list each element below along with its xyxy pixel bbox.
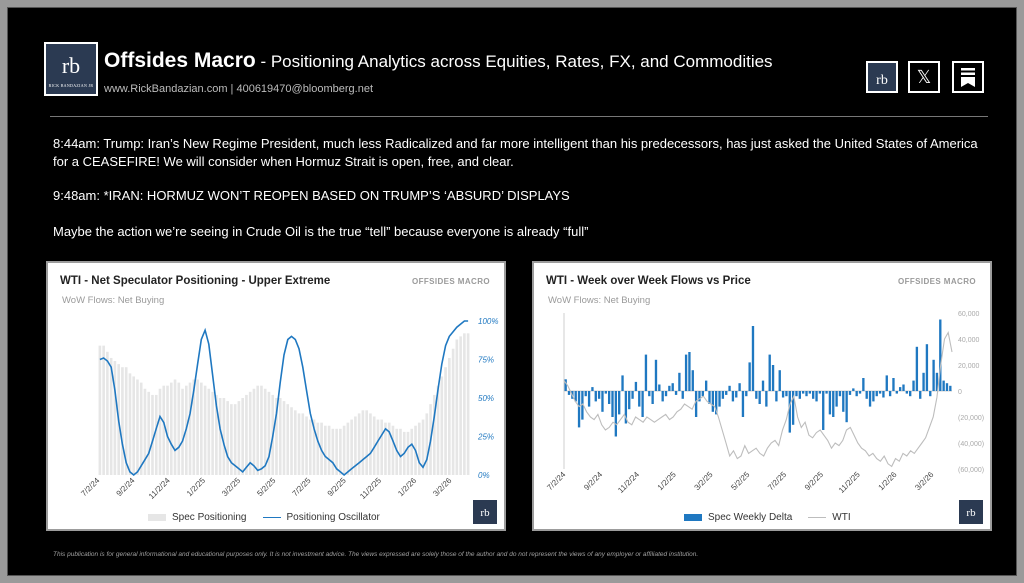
page-subtitle: - Positioning Analytics across Equities, Rates, FX, and Commodities <box>255 52 773 71</box>
rb-logo-icon[interactable]: rb <box>866 61 898 93</box>
spec-weekly-delta-bar <box>882 391 884 398</box>
spec-weekly-delta-bar <box>819 391 821 394</box>
x-tick-label: 7/2/24 <box>545 470 568 493</box>
spec-weekly-delta-bar <box>658 385 660 392</box>
spec-weekly-delta-bar <box>812 391 814 399</box>
spec-positioning-bar <box>181 389 184 475</box>
spec-weekly-delta-bar <box>588 391 590 407</box>
spec-positioning-bar <box>279 398 282 475</box>
spec-weekly-delta-bar <box>856 391 858 396</box>
spec-weekly-delta-bar <box>782 391 784 398</box>
x-tick-label: 11/2/25 <box>836 470 862 495</box>
spec-positioning-bar <box>170 383 173 475</box>
spec-weekly-delta-bar <box>809 391 811 394</box>
spec-weekly-delta-bar <box>902 385 904 392</box>
spec-weekly-delta-bar <box>745 391 747 396</box>
spec-weekly-delta-bar <box>785 391 787 396</box>
spec-positioning-bar <box>174 380 177 475</box>
y-tick-label: (20,000) <box>958 415 985 422</box>
spec-weekly-delta-bar <box>662 391 664 401</box>
x-tick-label: 3/2/25 <box>692 470 715 493</box>
y-tick-label: 20,000 <box>958 363 980 370</box>
spec-weekly-delta-bar <box>725 391 727 395</box>
spec-positioning-bar <box>328 426 331 475</box>
spec-positioning-bar <box>208 389 211 475</box>
spec-weekly-delta-bar <box>835 391 837 407</box>
spec-weekly-delta-bar <box>665 391 667 396</box>
spec-weekly-delta-bar <box>866 391 868 399</box>
spec-positioning-bar <box>448 358 451 475</box>
spec-weekly-delta-bar <box>688 352 690 391</box>
spec-weekly-delta-bar <box>591 387 593 391</box>
spec-weekly-delta-bar <box>889 391 891 396</box>
spec-weekly-delta-bar <box>926 344 928 391</box>
spec-weekly-delta-bar <box>869 391 871 407</box>
legend-swatch-wti <box>808 517 826 518</box>
spec-positioning-bar <box>324 426 327 475</box>
spec-positioning-bar <box>309 420 312 475</box>
spec-positioning-bar <box>283 401 286 475</box>
spec-weekly-delta-bar <box>815 391 817 401</box>
spec-positioning-bar <box>365 410 368 475</box>
spec-positioning-bar <box>177 383 180 475</box>
spec-weekly-delta-bar <box>799 391 801 399</box>
chart-legend <box>684 512 851 523</box>
y-tick-label: (40,000) <box>958 441 985 448</box>
x-tick-label: 1/2/26 <box>876 470 899 493</box>
spec-weekly-delta-bar <box>932 360 934 391</box>
spec-positioning-bar <box>102 346 105 475</box>
y-tick-label: 0% <box>478 471 490 480</box>
spec-weekly-delta-bar <box>805 391 807 396</box>
y-tick-label: 100% <box>478 317 499 326</box>
spec-weekly-delta-bar <box>608 391 610 404</box>
x-tick-label: 1/2/25 <box>655 470 678 493</box>
x-tick-label: 1/2/26 <box>396 476 419 499</box>
spec-weekly-delta-bar <box>775 391 777 401</box>
spec-weekly-delta-bar <box>759 391 761 404</box>
spec-weekly-delta-bar <box>919 391 921 399</box>
y-tick-label: 25% <box>478 432 495 442</box>
rb-watermark-logo: rb <box>958 499 984 525</box>
spec-weekly-delta-bar <box>585 391 587 396</box>
spec-weekly-delta-bar <box>802 391 804 394</box>
spec-positioning-bar <box>159 389 162 475</box>
legend-swatch-spec-positioning <box>148 514 166 521</box>
spec-positioning-bar <box>211 392 214 475</box>
spec-positioning-bar <box>162 386 165 475</box>
spec-positioning-bar <box>114 361 117 475</box>
spec-weekly-delta-bar <box>896 391 898 394</box>
spec-weekly-delta-bar <box>598 391 600 399</box>
spec-weekly-delta-bar <box>735 391 737 398</box>
x-tick-label: 9/2/25 <box>325 476 348 499</box>
note-3: Maybe the action we’re seeing in Crude Oil is the true “tell” because everyone is already “full” <box>53 224 589 239</box>
spec-positioning-bar <box>241 398 244 475</box>
legend-swatch-oscillator <box>263 517 281 518</box>
spec-weekly-delta-bar <box>578 391 580 427</box>
spec-weekly-delta-bar <box>852 388 854 391</box>
spec-positioning-bar <box>136 380 139 475</box>
spec-positioning-bar <box>358 413 361 475</box>
spec-positioning-bar <box>380 420 383 475</box>
slide-frame <box>7 7 1017 576</box>
spec-positioning-bar <box>256 386 259 475</box>
spec-positioning-bar <box>407 432 410 475</box>
spec-weekly-delta-bar <box>685 355 687 391</box>
spec-weekly-delta-bar <box>772 365 774 391</box>
spec-weekly-delta-bar <box>872 391 874 401</box>
spec-positioning-bar <box>459 336 462 475</box>
spec-positioning-bar <box>290 407 293 475</box>
spec-weekly-delta-bar <box>842 391 844 412</box>
spec-weekly-delta-bar <box>906 391 908 394</box>
spec-positioning-bar <box>347 423 350 475</box>
spec-positioning-bar <box>467 333 470 475</box>
x-tick-label: 7/2/24 <box>79 476 102 499</box>
x-tick-label: 3/2/26 <box>431 476 454 499</box>
x-tick-label: 9/2/24 <box>114 476 137 499</box>
spec-positioning-bar <box>238 401 241 475</box>
spec-weekly-delta-bar <box>648 391 650 396</box>
spec-weekly-delta-bar <box>845 391 847 422</box>
y-tick-label: 75% <box>478 355 495 365</box>
spec-positioning-bar <box>129 373 132 475</box>
x-tick-label: 9/2/25 <box>802 470 826 493</box>
spec-positioning-bar <box>219 398 222 475</box>
spec-positioning-bar <box>268 392 271 475</box>
spec-weekly-delta-bar <box>728 386 730 391</box>
spec-positioning-bar <box>151 395 154 475</box>
spec-weekly-delta-bar <box>939 320 941 392</box>
spec-weekly-delta-bar <box>779 370 781 391</box>
spec-positioning-bar <box>99 346 102 475</box>
spec-positioning-bar <box>444 367 447 475</box>
spec-positioning-bar <box>350 420 353 475</box>
spec-weekly-delta-bar <box>618 391 620 414</box>
y-tick-label: (60,000) <box>958 467 985 474</box>
spec-weekly-delta-bar <box>886 375 888 391</box>
spec-weekly-delta-bar <box>949 386 951 391</box>
spec-weekly-delta-bar <box>678 373 680 391</box>
spec-weekly-delta-bar <box>635 382 637 391</box>
spec-positioning-bar <box>456 339 459 475</box>
spec-weekly-delta-bar <box>946 383 948 391</box>
spec-weekly-delta-bar <box>829 391 831 414</box>
spec-weekly-delta-bar <box>762 381 764 391</box>
spec-weekly-delta-bar <box>879 391 881 394</box>
spec-weekly-delta-bar <box>912 381 914 391</box>
spec-weekly-delta-bar <box>611 391 613 417</box>
y-tick-label: 60,000 <box>958 311 980 318</box>
spec-positioning-bar <box>305 416 308 475</box>
x-tick-label: 3/2/25 <box>220 476 243 499</box>
spec-weekly-delta-bar <box>769 355 771 391</box>
spec-weekly-delta-bar <box>718 391 720 407</box>
spec-weekly-delta-bar <box>909 391 911 396</box>
spec-weekly-delta-bar <box>568 391 570 395</box>
legend-label: Positioning Oscillator <box>286 512 380 523</box>
legend-swatch-weekly-delta <box>684 514 702 521</box>
spec-positioning-bar <box>452 349 455 475</box>
spec-weekly-delta-bar <box>859 391 861 394</box>
spec-weekly-delta-bar <box>929 391 931 396</box>
x-tick-label: 5/2/25 <box>729 470 752 493</box>
brand-name: Offsides Macro <box>104 49 256 72</box>
chart-panel-positioning <box>46 261 506 531</box>
spec-positioning-bar <box>294 410 297 475</box>
spec-weekly-delta-bar <box>876 391 878 396</box>
spec-positioning-bar <box>298 413 301 475</box>
spec-positioning-bar <box>441 376 444 475</box>
chart-brand: OFFSIDES MACRO <box>897 277 976 286</box>
spec-weekly-delta-bar <box>675 391 677 395</box>
spec-weekly-delta-bar <box>628 391 630 409</box>
note-1: 8:44am: Trump: Iran’s New Regime President, much less Radicalized and far more intelligent than his predecessors, has just asked the United States of America for a CEASEFIRE! We will consider when Hormuz Strait is open, free, and clear. <box>53 136 978 169</box>
spec-positioning-bar <box>425 413 428 475</box>
spec-positioning-bar <box>377 420 380 475</box>
spec-weekly-delta-bar <box>692 370 694 391</box>
x-tick-label: 7/2/25 <box>290 476 313 499</box>
chart-title: WTI - Week over Week Flows vs Price <box>546 275 751 287</box>
x-tick-label: 11/2/25 <box>358 476 384 501</box>
spec-weekly-delta-bar <box>849 391 851 395</box>
y-tick-label: 50% <box>478 394 495 403</box>
spec-positioning-bar <box>253 389 256 475</box>
spec-weekly-delta-bar <box>712 391 714 412</box>
spec-weekly-delta-bar <box>605 391 607 394</box>
spec-positioning-bar <box>245 395 248 475</box>
spec-positioning-bar <box>189 383 192 475</box>
spec-weekly-delta-bar <box>822 391 824 430</box>
spec-weekly-delta-bar <box>825 391 827 394</box>
spec-weekly-delta-bar <box>748 362 750 391</box>
spec-weekly-delta-bar <box>672 383 674 391</box>
spec-weekly-delta-bar <box>755 391 757 399</box>
wti-price-line <box>564 333 952 467</box>
x-icon[interactable]: 𝕏 <box>908 61 940 93</box>
x-tick-label: 9/2/24 <box>582 470 605 493</box>
spec-weekly-delta-bar <box>638 391 640 407</box>
spec-positioning-bar <box>332 429 335 475</box>
legend-label: WTI <box>832 512 851 523</box>
note-2: 9:48am: *IRAN: HORMUZ WON’T REOPEN BASED ON TRUMP’S ‘ABSURD’ DISPLAYS <box>53 188 570 203</box>
spec-positioning-bar <box>226 401 229 475</box>
spec-weekly-delta-bar <box>621 375 623 391</box>
spec-positioning-bar <box>204 386 207 475</box>
spec-weekly-delta-bar <box>916 347 918 391</box>
x-tick-label: 3/2/26 <box>913 470 936 493</box>
spec-weekly-delta-bar <box>615 391 617 437</box>
spec-weekly-delta-bar <box>922 373 924 391</box>
spec-positioning-bar <box>106 352 109 475</box>
spec-weekly-delta-bar <box>641 391 643 417</box>
chart-legend <box>148 512 380 523</box>
spec-positioning-bar <box>147 392 150 475</box>
spec-positioning-bar <box>463 333 466 475</box>
x-tick-label: 11/2/24 <box>146 476 172 501</box>
spec-weekly-delta-bar <box>695 391 697 417</box>
spec-positioning-bar <box>399 429 402 475</box>
x-tick-label: 5/2/25 <box>255 476 278 499</box>
spec-weekly-delta-bar <box>765 391 767 407</box>
rb-watermark-logo: rb <box>472 499 498 525</box>
chart-panel-flows <box>532 261 992 531</box>
y-tick-label: 40,000 <box>958 337 980 344</box>
spec-weekly-delta-bar <box>705 381 707 391</box>
chart-subtitle: WoW Flows: Net Buying <box>548 295 651 306</box>
spec-weekly-delta-bar <box>795 391 797 396</box>
spec-weekly-delta-bar <box>738 383 740 391</box>
legend-label: Spec Weekly Delta <box>708 512 793 523</box>
divider <box>50 116 988 117</box>
y-tick-label: 0 <box>958 389 962 396</box>
spec-weekly-delta-bar <box>645 355 647 391</box>
spec-weekly-delta-bar <box>655 360 657 391</box>
spec-positioning-bar <box>317 423 320 475</box>
spec-weekly-delta-bar <box>631 391 633 399</box>
spec-positioning-bar <box>339 429 342 475</box>
spec-positioning-bar <box>362 410 365 475</box>
spec-positioning-bar <box>301 413 304 475</box>
rb-logo <box>44 42 98 96</box>
spec-weekly-delta-bar <box>595 391 597 401</box>
spec-weekly-delta-bar <box>899 387 901 391</box>
spec-positioning-bar <box>392 426 395 475</box>
spec-positioning-bar <box>343 426 346 475</box>
spec-weekly-delta-bar <box>862 378 864 391</box>
spec-positioning-bar <box>418 423 421 475</box>
spec-weekly-delta-bar <box>601 391 603 412</box>
spec-weekly-delta-bar <box>651 391 653 404</box>
spec-weekly-delta-bar <box>832 391 834 417</box>
spec-positioning-bar <box>286 404 289 475</box>
spec-weekly-delta-bar <box>839 391 841 396</box>
spec-weekly-delta-bar <box>789 391 791 433</box>
logo-text: rb <box>61 53 81 78</box>
chart-subtitle: WoW Flows: Net Buying <box>62 295 165 306</box>
spec-weekly-delta-bar <box>682 391 684 399</box>
spec-weekly-delta-bar <box>722 391 724 399</box>
spec-weekly-delta-bar <box>942 381 944 391</box>
spec-positioning-bar <box>410 429 413 475</box>
spec-positioning-bar <box>132 376 135 475</box>
page-title <box>104 49 773 73</box>
contact-line: www.RickBandazian.com | 400619470@bloomberg.net <box>104 83 374 95</box>
spec-weekly-delta-bar <box>732 391 734 401</box>
x-tick-label: 7/2/25 <box>766 470 789 493</box>
spec-positioning-bar <box>223 398 226 475</box>
chart-brand: OFFSIDES MACRO <box>411 277 490 286</box>
disclaimer: This publication is for general informational and educational purposes only. It is not investment advice. The views expressed are solely those of the author and do not represent the views of any employer or affiliated institution. <box>53 551 699 558</box>
spec-positioning-bar <box>155 395 158 475</box>
x-tick-label: 1/2/25 <box>184 476 208 499</box>
spec-weekly-delta-bar <box>892 378 894 391</box>
legend-label: Spec Positioning <box>172 512 247 523</box>
spec-positioning-bar <box>196 380 199 475</box>
substack-bookmark-icon[interactable] <box>952 61 984 93</box>
spec-positioning-bar <box>200 383 203 475</box>
spec-positioning-bar <box>140 383 143 475</box>
logo-small-text: RICK BANDAZIAN JR <box>48 83 94 88</box>
spec-positioning-bar <box>260 386 263 475</box>
spec-weekly-delta-bar <box>742 391 744 417</box>
spec-positioning-bar <box>121 367 124 475</box>
spec-weekly-delta-bar <box>752 326 754 391</box>
spec-weekly-delta-bar <box>668 386 670 391</box>
chart-title: WTI - Net Speculator Positioning - Upper Extreme <box>60 275 331 287</box>
x-tick-label: 11/2/24 <box>616 470 642 495</box>
spec-positioning-bar <box>369 413 372 475</box>
spec-weekly-delta-bar <box>702 391 704 396</box>
